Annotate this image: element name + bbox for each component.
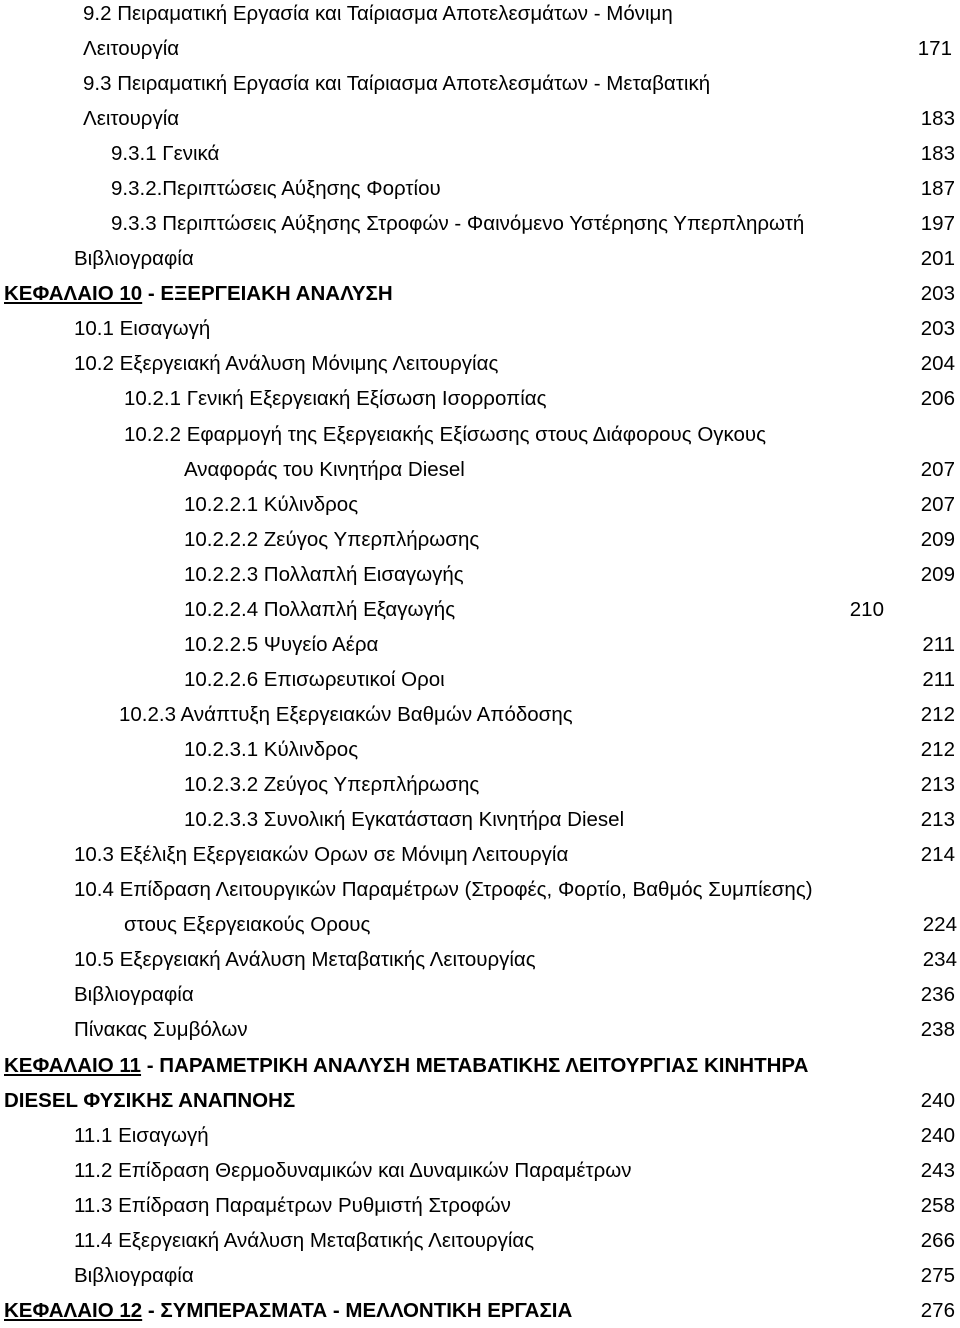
toc-entry-text: Αναφοράς του Κινητήρα Diesel (184, 458, 465, 481)
toc-entry-text: 10.1 Εισαγωγή (74, 317, 211, 340)
toc-entry-text: 9.3 Πειραματική Εργασία και Ταίριασμα Αποτελεσμάτων - Μεταβατική (83, 72, 711, 95)
toc-entry-text: 10.2 Εξεργειακή Ανάλυση Μόνιμης Λειτουργίας (74, 352, 499, 375)
toc-page-number: 243 (920, 1159, 955, 1182)
toc-entry-text: 10.2.2.1 Κύλινδρος (184, 493, 359, 516)
chapter-heading (4, 1299, 572, 1323)
toc-page-number: 240 (920, 1089, 955, 1112)
chapter-heading (4, 1054, 808, 1078)
toc-entry-text: 10.3 Εξέλιξη Εξεργειακών Ορων σε Μόνιμη Λειτουργία (74, 843, 569, 866)
chapter-label: ΚΕΦΑΛΑΙΟ 10 (4, 282, 143, 305)
toc-page-number: 211 (922, 633, 955, 656)
toc-page-number: 171 (917, 37, 952, 60)
toc-page-number: 209 (920, 528, 955, 551)
toc-page-number: 276 (920, 1299, 955, 1322)
toc-entry-text: 11.1 Εισαγωγή (74, 1124, 209, 1147)
chapter-label: ΚΕΦΑΛΑΙΟ 11 (4, 1054, 142, 1077)
chapter-label: ΚΕΦΑΛΑΙΟ 12 (4, 1299, 143, 1322)
toc-entry-text: 11.2 Επίδραση Θερμοδυναμικών και Δυναμικών Παραμέτρων (74, 1159, 632, 1182)
toc-page-number: 209 (920, 563, 955, 586)
toc-entry-text: στους Εξεργειακούς Ορους (124, 913, 371, 936)
toc-page-number: 206 (920, 387, 955, 410)
toc-entry-text: 9.2 Πειραματική Εργασία και Ταίριασμα Αποτελεσμάτων - Μόνιμη (83, 2, 673, 25)
toc-entry-text: 10.2.3.3 Συνολική Εγκατάσταση Κινητήρα Diesel (184, 808, 625, 831)
toc-page-number: 204 (920, 352, 955, 375)
toc-entry-text: Βιβλιογραφία (74, 1264, 194, 1287)
toc-page-number: 183 (920, 142, 955, 165)
toc-page-number: 234 (922, 948, 957, 971)
toc-page-number: 207 (920, 458, 955, 481)
toc-entry-text: 10.5 Εξεργειακή Ανάλυση Μεταβατικής Λειτουργίας (74, 948, 536, 971)
toc-page-number: 201 (920, 247, 955, 270)
toc-page-number: 258 (920, 1194, 955, 1217)
toc-page-number: 210 (849, 598, 884, 621)
toc-entry-text: 10.2.2 Εφαρμογή της Εξεργειακής Εξίσωσης στους Διάφορους Ογκους (124, 423, 767, 446)
toc-page-number: 212 (920, 703, 955, 726)
toc-page-number: 183 (920, 107, 955, 130)
toc-page-number: 224 (922, 913, 957, 936)
toc-page-number: 214 (920, 843, 955, 866)
toc-page-number: 207 (920, 493, 955, 516)
toc-entry-text: 10.2.3.1 Κύλινδρος (184, 738, 359, 761)
toc-entry-text: Λειτουργία (83, 107, 180, 130)
toc-entry-text: 9.3.3 Περιπτώσεις Αύξησης Στροφών - Φαινόμενο Υστέρησης Υπερπληρωτή (111, 212, 805, 235)
toc-entry-text: 9.3.2.Περιπτώσεις Αύξησης Φορτίου (111, 177, 441, 200)
toc-page-number: 240 (920, 1124, 955, 1147)
toc-page-number: 213 (920, 773, 955, 796)
toc-entry-text: Λειτουργία (83, 37, 180, 60)
toc-entry-text: 10.2.2.3 Πολλαπλή Εισαγωγής (184, 563, 464, 586)
toc-entry-text: 10.2.2.5 Ψυγείο Αέρα (184, 633, 379, 656)
toc-page-number: 187 (920, 177, 955, 200)
chapter-heading-continued: DIESEL ΦΥΣΙΚΗΣ ΑΝΑΠΝΟΗΣ (4, 1089, 296, 1112)
toc-page-number: 203 (920, 317, 955, 340)
toc-entry-text: 10.2.1 Γενική Εξεργειακή Εξίσωση Ισορροπίας (124, 387, 547, 410)
toc-page-number: 197 (920, 212, 955, 235)
toc-entry-text: 9.3.1 Γενικά (111, 142, 220, 165)
toc-entry-text: 11.4 Εξεργειακή Ανάλυση Μεταβατικής Λειτουργίας (74, 1229, 535, 1252)
toc-entry-text: Βιβλιογραφία (74, 983, 194, 1006)
toc-entry-text: 10.2.3.2 Ζεύγος Υπερπλήρωσης (184, 773, 480, 796)
toc-page-number: 266 (920, 1229, 955, 1252)
toc-entry-text: 11.3 Επίδραση Παραμέτρων Ρυθμιστή Στροφών (74, 1194, 511, 1217)
toc-page-number: 236 (920, 983, 955, 1006)
toc-page-number: 203 (920, 282, 955, 305)
toc-page-number: 212 (920, 738, 955, 761)
toc-entry-text: 10.2.2.6 Επισωρευτικοί Οροι (184, 668, 445, 691)
chapter-title: - ΠΑΡΑΜΕΤΡΙΚΗ ΑΝΑΛΥΣΗ ΜΕΤΑΒΑΤΙΚΗΣ ΛΕΙΤΟΥΡΓΙΑΣ ΚΙΝΗΤΗΡΑ (141, 1054, 809, 1077)
chapter-title: - ΕΞΕΡΓΕΙΑΚΗ ΑΝΑΛΥΣΗ (142, 282, 393, 305)
toc-entry-text: 10.2.2.4 Πολλαπλή Εξαγωγής (184, 598, 456, 621)
toc-page-number: 211 (922, 668, 955, 691)
toc-page-number: 213 (920, 808, 955, 831)
chapter-title: - ΣΥΜΠΕΡΑΣΜΑΤΑ - ΜΕΛΛΟΝΤΙΚΗ ΕΡΓΑΣΙΑ (142, 1299, 573, 1322)
toc-page-number: 275 (920, 1264, 955, 1287)
toc-entry-text: 10.2.2.2 Ζεύγος Υπερπλήρωσης (184, 528, 480, 551)
toc-entry-text: 10.2.3 Ανάπτυξη Εξεργειακών Βαθμών Απόδοσης (119, 703, 573, 726)
toc-entry-text: 10.4 Επίδραση Λειτουργικών Παραμέτρων (Στροφές, Φορτίο, Βαθμός Συμπίεσης) (74, 878, 813, 901)
chapter-heading (4, 282, 393, 306)
toc-entry-text: Πίνακας Συμβόλων (74, 1018, 248, 1041)
toc-entry-text: Βιβλιογραφία (74, 247, 194, 270)
toc-page-number: 238 (920, 1018, 955, 1041)
